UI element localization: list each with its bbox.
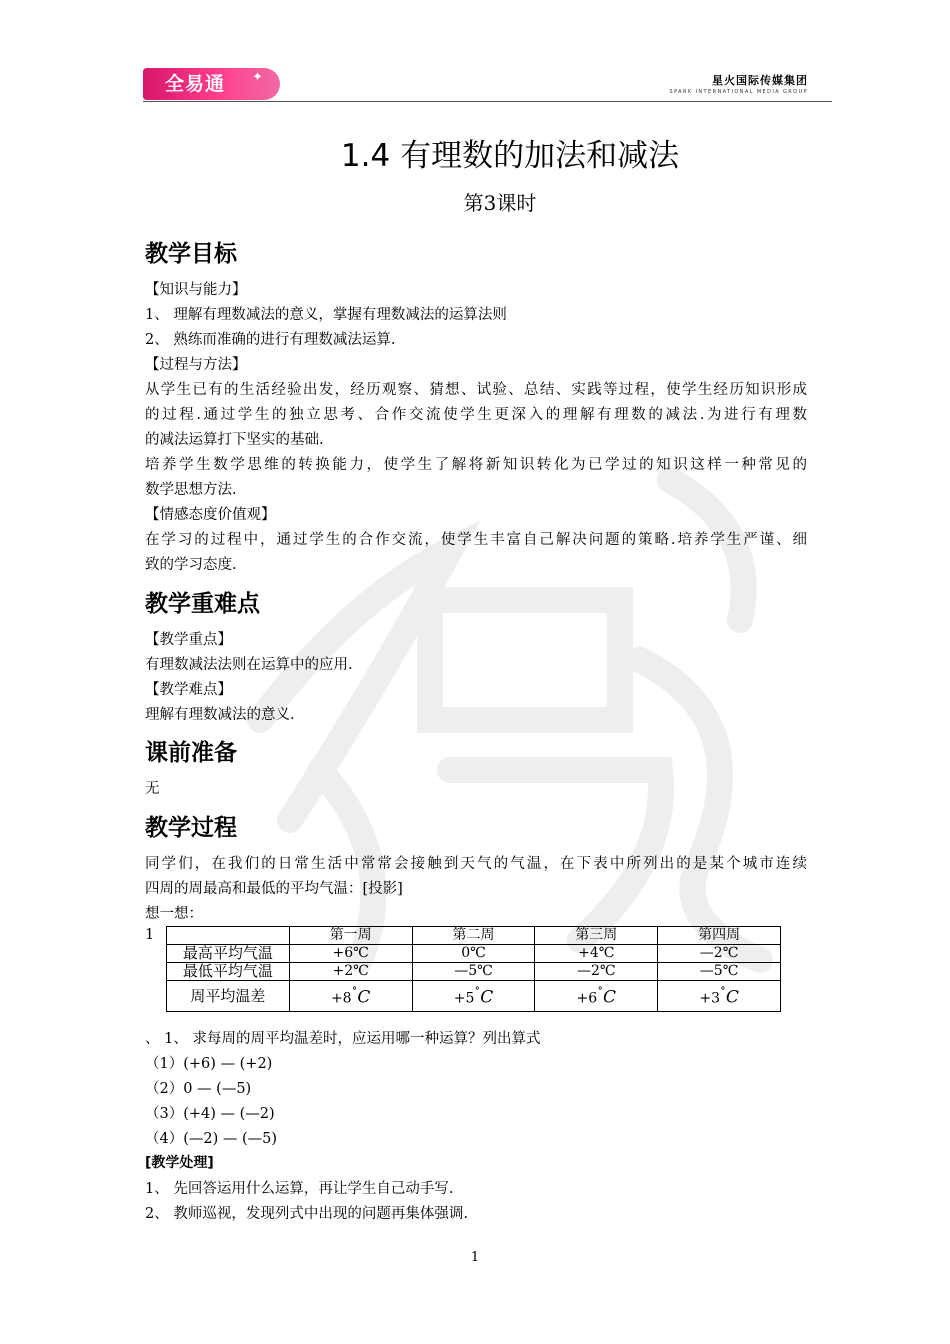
table-cell: +5˚C [412,981,535,1012]
label-key-point: 【教学重点】 [145,632,232,648]
table-header-cell: 第四周 [658,927,781,945]
diff-unit: C [480,987,494,1008]
table-row [167,945,781,963]
emotion-text-1a: 在学习的过程中，通过学生的合作交流，使学生丰富自己解决问题的策略.培养学生严谨、细 [145,532,807,548]
process-text-2b: 数学思想方法. [145,482,237,498]
intro-text-b: 四周的周最高和最低的平均气温：[投影] [145,881,403,897]
label-emotion: 【情感态度价值观】 [145,507,276,523]
table-header-cell: 第二周 [412,927,535,945]
diff-unit: C [357,987,371,1008]
table-cell: +6˚C [535,981,658,1012]
expression-3: （3）(+4) — (—2) [145,1106,275,1122]
row-label: 最高平均气温 [167,945,290,963]
row-label: 最低平均气温 [167,963,290,981]
table-cell: —5℃ [658,963,781,981]
quanyitong-logo [143,68,280,100]
heading-preparation: 课前准备 [145,740,237,766]
diff-value: +6 [576,990,598,1007]
key-point-text: 有理数减法法则在运算中的应用. [145,657,353,673]
goal-knowledge-1: 1、 理解有理数减法的意义，掌握有理数减法的运算法则 [145,307,507,323]
table-cell: +6℃ [289,945,412,963]
publisher-brand [670,72,808,95]
diff-value: +3 [699,990,720,1007]
label-process: 【过程与方法】 [145,357,247,373]
preparation-text: 无 [145,781,160,797]
diff-value: +5 [453,990,475,1007]
heading-key-points: 教学重难点 [145,591,260,617]
page-header [143,66,832,102]
heading-teaching-goals: 教学目标 [145,241,237,267]
label-knowledge: 【知识与能力】 [145,282,247,298]
processing-step-1: 1、 先回答运用什么运算，再让学生自己动手写. [145,1181,454,1197]
table-header-cell: 第一周 [289,927,412,945]
process-text-1b: 的过程.通过学生的独立思考、合作交流使学生更深入的理解有理数的减法.为进行有理数 [145,407,807,423]
intro-text-a: 同学们，在我们的日常生活中常常会接触到天气的气温，在下表中所列出的是某个城市连续 [145,856,807,872]
logo-text: 全易通 [165,73,226,95]
table-cell: —2℃ [658,945,781,963]
question-text: 、 1、 求每周的周平均温差时，应运用哪一种运算？列出算式 [145,1031,541,1047]
table-cell: —2℃ [535,963,658,981]
brand-name-cn: 星火国际传媒集团 [712,74,808,87]
table-row [167,981,781,1012]
table-cell: +3˚C [658,981,781,1012]
lesson-subtitle: 第3课时 [463,191,537,215]
heading-teaching-process: 教学过程 [145,815,237,841]
emotion-text-1b: 致的学习态度. [145,557,237,573]
goal-knowledge-2: 2、 熟练而准确的进行有理数减法运算. [145,332,396,348]
table-cell: +4℃ [535,945,658,963]
think-label: 想一想： [145,906,203,922]
header-divider [143,101,832,102]
table-cell: +2℃ [289,963,412,981]
diff-value: +8 [330,990,352,1007]
lesson-title: 1.4 有理数的加法和减法 [340,138,680,174]
process-text-1a: 从学生已有的生活经验出发，经历观察、猜想、试验、总结、实践等过程，使学生经历知识形成 [145,382,807,398]
table-row [167,963,781,981]
table-header-row [167,927,781,945]
processing-step-2: 2、 教师巡视，发现列式中出现的问题再集体强调. [145,1206,468,1222]
table-cell: —5℃ [412,963,535,981]
list-marker: 1 [145,927,155,943]
process-text-1c: 的减法运算打下坚实的基础. [145,432,324,448]
row-label: 周平均温差 [167,981,290,1012]
expression-1: （1）(+6) — (+2) [145,1056,273,1072]
diff-unit: C [603,987,617,1008]
page-number: 1 [470,1250,480,1265]
label-difficulty: 【教学难点】 [145,682,232,698]
table-cell: +8˚C [289,981,412,1012]
expression-4: （4）(—2) — (—5) [145,1131,278,1147]
temperature-table [166,926,781,1012]
brand-name-en: SPARK INTERNATIONAL MEDIA GROUP [669,89,808,95]
table-cell: 0℃ [412,945,535,963]
table-header-cell [167,927,290,945]
difficulty-text: 理解有理数减法的意义. [145,707,295,723]
table-header-cell: 第三周 [535,927,658,945]
label-processing: [教学处理] [145,1155,214,1171]
sparkle-icon: ✦ [252,70,264,85]
diff-unit: C [725,987,739,1008]
process-text-2a: 培养学生数学思维的转换能力，使学生了解将新知识转化为已学过的知识这样一种常见的 [145,457,807,473]
expression-2: （2）0 — (—5) [145,1081,252,1097]
